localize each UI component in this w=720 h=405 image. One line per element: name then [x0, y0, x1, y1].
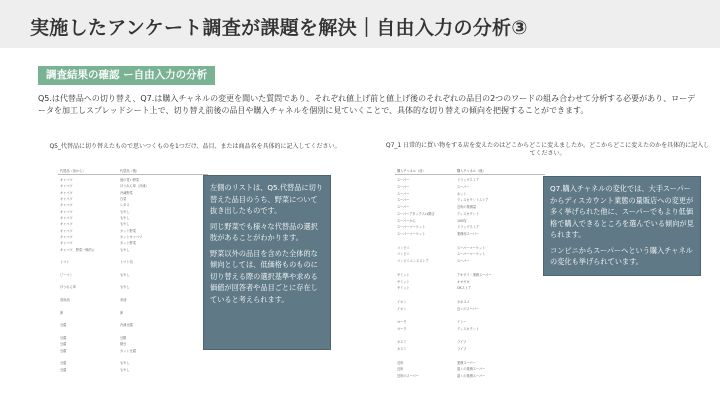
- table-cell: スーパー: [397, 191, 410, 196]
- table-row: [58, 221, 208, 227]
- table-cell: 近所の業務量: [457, 205, 477, 210]
- right-list-caption: Q7_1 日常的に買い物をする店を変えたのはどこからどこに変えましたか。どこからどこに変えたのかを具体的に記入してください。: [385, 142, 710, 157]
- table-cell: もやし: [120, 285, 130, 290]
- table-row: [58, 209, 208, 215]
- table-cell: 100均: [457, 218, 467, 223]
- table-cell: スーパー: [397, 178, 410, 182]
- table-cell: もやし: [120, 361, 130, 366]
- table-cell: もやし: [120, 367, 130, 372]
- table-row: [58, 303, 208, 309]
- table-cell: もやし: [120, 247, 130, 252]
- table-row: [395, 346, 545, 352]
- right-callout: [543, 176, 701, 276]
- table-cell: キャベツ: [60, 203, 73, 208]
- table-cell: もやし: [120, 209, 130, 214]
- table-cell: ドラッグストア: [457, 178, 480, 182]
- table-cell: 近くのスーパー: [457, 306, 479, 311]
- table-row: [58, 202, 208, 208]
- table-row: [58, 215, 208, 221]
- table-row: [395, 197, 545, 203]
- table-row: [58, 360, 208, 366]
- section-label: 調査結果の確認 ー自由入力の分析: [38, 66, 215, 85]
- table-row: [395, 191, 545, 197]
- table-row: [58, 272, 208, 278]
- table-cell: スーパー: [457, 184, 470, 189]
- table-cell: 近所: [397, 367, 404, 372]
- table-header-cell: 代替品（前から）: [60, 169, 86, 173]
- table-cell: トマト缶: [120, 260, 133, 265]
- table-row: [395, 366, 545, 372]
- table-row: [58, 253, 208, 259]
- table-row: [58, 297, 208, 303]
- table-cell: ディスカウント: [457, 211, 480, 216]
- left-callout: [203, 175, 331, 350]
- table-row: [395, 218, 545, 224]
- right-callout-paragraph: Q7.購入チャネルの変化では、大手スーパーからディスカウント業態の量販店への変更が多く挙げられた他に、スーパーでもより低価格で購入できるところを選んでいる傾向が見られます。: [550, 184, 694, 239]
- table-row: [395, 326, 545, 332]
- table-cell: キャベツ: [60, 234, 73, 239]
- table-row: [395, 231, 545, 237]
- table-row: [58, 367, 208, 373]
- table-cell: 豆腐: [60, 361, 67, 366]
- table-row: [395, 251, 545, 257]
- page-title: 実施したアンケート調査が課題を解決｜自由入力の分析③: [30, 17, 528, 39]
- table-cell: カット豆腐: [120, 348, 136, 353]
- table-cell: スーパー: [457, 259, 470, 264]
- left-list-caption: Q5_代替品に切り替えたもので思いつくものを1つだけ、品目、または商品名を具体的に記入してください。: [49, 143, 341, 150]
- table-cell: OKストア: [457, 286, 472, 291]
- table-cell: コンビニ: [397, 252, 410, 257]
- table-row: [58, 196, 208, 202]
- table-row: [395, 279, 545, 285]
- left-data-table: [58, 168, 208, 373]
- table-header: [58, 168, 208, 175]
- table-cell: オオゼキ: [457, 279, 470, 284]
- table-cell: ピーマン: [60, 272, 73, 277]
- table-cell: キャベツ: [60, 222, 73, 227]
- table-cell: サミット: [397, 286, 410, 291]
- table-row: [58, 266, 208, 272]
- table-cell: 米油: [120, 298, 127, 303]
- table-row: [395, 265, 545, 271]
- table-row: [395, 204, 545, 210]
- table-cell: コンビニ: [397, 245, 410, 250]
- table-row: [58, 329, 208, 335]
- table-cell: 業務スーパー: [457, 360, 476, 365]
- table-cell: カネスエ: [457, 299, 470, 304]
- table-header: [395, 168, 545, 175]
- table-cell: アキダイ・業務スーパー: [457, 272, 492, 277]
- table-cell: 豆類: [120, 336, 127, 341]
- table-row: [58, 348, 208, 354]
- table-cell: キャベツ: [60, 178, 73, 182]
- table-row: [58, 335, 208, 341]
- table-cell: 遠くの業務スーパー: [457, 374, 486, 379]
- table-row: [395, 177, 545, 183]
- table-cell: スーパーマーケット: [457, 252, 486, 257]
- title-bar: [0, 0, 720, 48]
- table-cell: 近所のスーパー: [397, 374, 419, 379]
- table-cell: コンビニエンスストア: [397, 259, 429, 264]
- table-row: [58, 228, 208, 234]
- table-cell: スーパー: [397, 205, 410, 210]
- table-cell: ネット: [457, 191, 467, 196]
- table-row: [395, 299, 545, 305]
- left-callout-paragraph: 同じ野菜でも様々な代替品の選択肢があることがわかります。: [210, 221, 318, 242]
- table-cell: カット野菜: [120, 241, 136, 246]
- table-cell: スーパーマーケット: [457, 245, 486, 250]
- table-cell: キャベツ: [60, 209, 73, 214]
- table-row: [58, 177, 208, 183]
- table-cell: 納豆: [120, 342, 127, 347]
- table-row: [58, 291, 208, 297]
- table-row: [395, 211, 545, 217]
- footer: [0, 395, 720, 405]
- table-header-cell: 代替品（後）: [120, 169, 140, 173]
- table-row: [58, 341, 208, 347]
- table-cell: キャベツ: [60, 196, 73, 201]
- table-cell: スーパーから: [397, 218, 416, 223]
- table-cell: スーパーマーケット: [397, 225, 426, 230]
- table-row: [395, 319, 545, 325]
- table-row: [395, 353, 545, 359]
- table-cell: 卵: [60, 310, 64, 315]
- table-cell: 豆腐: [60, 367, 67, 372]
- table-row: [58, 316, 208, 322]
- table-cell: スーパーマーケット: [397, 232, 426, 237]
- table-cell: キャベツ: [60, 190, 73, 195]
- table-row: [58, 278, 208, 284]
- table-cell: カスミ: [397, 340, 407, 345]
- table-cell: サミット: [397, 272, 410, 277]
- table-cell: 他の青い野菜: [120, 178, 140, 182]
- table-row: [395, 360, 545, 366]
- table-cell: キャベツ、野菜一般的に: [60, 247, 95, 252]
- table-row: [58, 247, 208, 253]
- table-row: [58, 284, 208, 290]
- table-row: [395, 245, 545, 251]
- table-cell: 食用油: [60, 298, 70, 303]
- table-cell: キャベツ: [60, 215, 73, 220]
- table-cell: キャベツ: [60, 241, 73, 246]
- table-cell: ほうれん草: [60, 285, 76, 290]
- table-cell: カット野菜: [120, 228, 136, 233]
- table-row: [395, 258, 545, 264]
- table-row: [58, 322, 208, 328]
- table-header-cell: 購入チャネル（後）: [457, 169, 486, 173]
- table-cell: ライフ: [457, 347, 467, 352]
- left-callout-paragraph: 左側のリストは、Q5.代替品に切り替えた品目のうち、野菜について抜き出したものです。: [210, 183, 323, 215]
- table-cell: もやし: [120, 215, 130, 220]
- table-cell: 卵: [120, 310, 124, 315]
- table-cell: ほうれん草（冷凍）: [120, 184, 149, 189]
- right-data-table: [395, 168, 545, 380]
- table-cell: 豆腐: [60, 348, 67, 353]
- table-row: [395, 333, 545, 339]
- table-row: [395, 224, 545, 230]
- table-row: [395, 312, 545, 318]
- table-cell: ヨーク: [397, 326, 407, 331]
- table-row: [395, 238, 545, 244]
- table-cell: キャベツ: [60, 184, 73, 189]
- table-cell: ヨーク: [397, 320, 407, 325]
- left-callout-paragraph: 野菜以外の品目を含めた全体的な傾向としては、低価格ものものに切り替える際の選択基準や求める価値が回答者や品目ごとに存在していると考えられます。: [210, 248, 318, 304]
- table-row: [395, 184, 545, 190]
- table-row: [58, 190, 208, 196]
- table-cell: サミット: [397, 279, 410, 284]
- table-cell: 冷凍野菜: [120, 190, 133, 195]
- table-cell: ディスカウント: [457, 326, 480, 331]
- intro-text: Q5.は代替品への切り替え、Q7.は購入チャネルの変更を聞いた質問であり、それぞれ値上げ前と値上げ後のそれぞれの品目の2つのワードの組み合わせて分析する必要があり、ローデータを加工しスプレッドシート上で、切り替え前後の品目や購入チャネルを個別に見ていくことで、具体的な切り替えの傾向を把握することができます。: [38, 94, 696, 115]
- table-cell: 近所: [397, 360, 404, 365]
- table-row: [58, 240, 208, 246]
- table-cell: 冷凍豆腐: [120, 323, 133, 328]
- table-row: [395, 339, 545, 345]
- table-cell: ディスカウントストア: [457, 198, 489, 203]
- table-cell: 業務用スーパー: [457, 232, 479, 237]
- table-cell: スーパー: [397, 184, 410, 189]
- table-cell: キャベツ: [60, 228, 73, 233]
- table-cell: ドラッグストア: [457, 225, 480, 230]
- table-cell: トマト: [60, 260, 70, 265]
- table-cell: カットキャベツ: [120, 234, 143, 239]
- table-row: [58, 234, 208, 240]
- table-row: [395, 292, 545, 298]
- table-row: [395, 306, 545, 312]
- table-row: [395, 373, 545, 379]
- table-row: [58, 259, 208, 265]
- table-cell: もやし: [120, 272, 130, 277]
- table-row: [58, 310, 208, 316]
- table-cell: 豆腐: [60, 323, 67, 328]
- table-cell: レタス: [120, 203, 130, 208]
- table-cell: 白菜: [120, 196, 127, 201]
- table-cell: スーパー: [397, 198, 410, 203]
- table-row: [58, 354, 208, 360]
- table-cell: カスミ: [397, 347, 407, 352]
- table-row: [58, 183, 208, 189]
- table-cell: もやし: [120, 222, 130, 227]
- table-cell: 豆腐: [60, 342, 67, 347]
- table-header-cell: 購入チャネル（前）: [397, 169, 426, 173]
- table-cell: ライフ: [457, 340, 467, 345]
- table-row: [395, 285, 545, 291]
- table-cell: イトー: [457, 320, 467, 325]
- table-cell: 豆腐: [60, 336, 67, 341]
- table-cell: スーパーアタックスは閉店: [397, 211, 435, 216]
- table-cell: イオン: [397, 306, 407, 311]
- table-row: [395, 272, 545, 278]
- table-cell: イオン: [397, 299, 407, 304]
- right-callout-paragraph: コンビニからスーパーへという購入チャネルの変化も挙げられています。: [550, 245, 693, 266]
- table-cell: 遠くの業務スーパー: [457, 367, 486, 372]
